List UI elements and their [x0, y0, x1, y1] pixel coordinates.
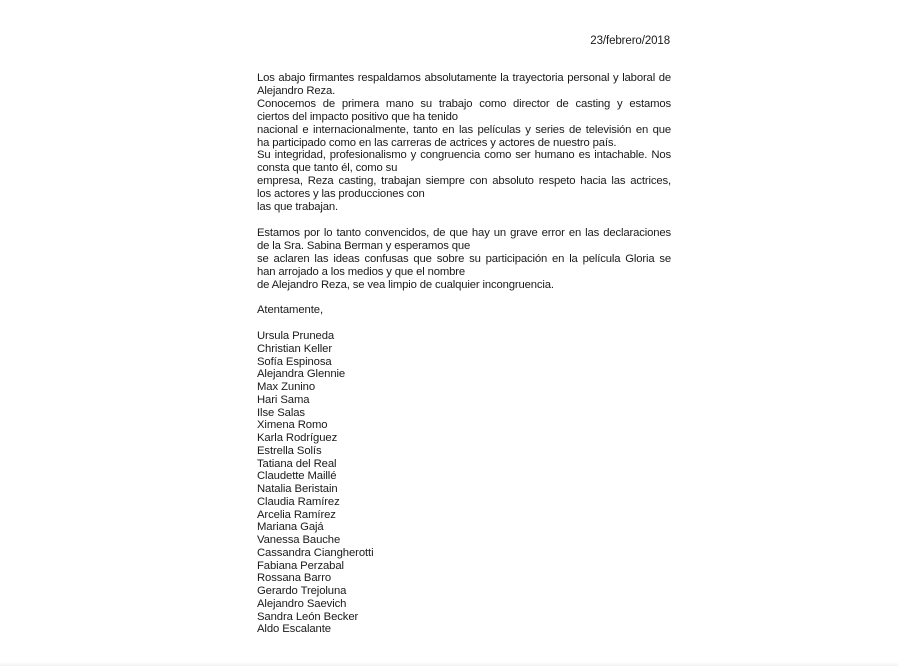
body-line: nacional e internacionalmente, tanto en las películas y series de televisión en que — [257, 123, 671, 136]
body-line: ciertos del impacto positivo que ha tenido — [257, 110, 458, 123]
signatory-name: Max Zunino — [257, 381, 316, 393]
signatory-name: Karla Rodríguez — [257, 432, 338, 444]
body-line: de la Sra. Sabina Berman y esperamos que — [257, 239, 471, 252]
paragraph-support — [257, 72, 671, 214]
signatory-name: Hari Sama — [257, 393, 310, 406]
signatory-name: Cassandra Ciangherotti — [257, 546, 374, 559]
body-line: Su integridad, profesionalismo y congruencia como ser humano es intachable. Nos — [257, 149, 671, 162]
signatory-name: Tatiana del Real — [257, 457, 337, 470]
signatory-name: Natalia Beristain — [257, 483, 338, 495]
signatory-name: Alejandra Glennie — [257, 368, 346, 381]
letter-body — [257, 72, 671, 292]
signatory-name: Arcelia Ramírez — [257, 508, 336, 521]
signatory-name: Rossana Barro — [257, 572, 332, 585]
body-line: ha participado como en las carreras de actrices y actores de nuestro país. — [257, 136, 617, 149]
body-line: Alejandro Reza. — [257, 84, 336, 97]
signatory-name: Mariana Gajá — [257, 521, 324, 534]
body-line: de Alejandro Reza, se vea limpio de cualquier incongruencia. — [257, 278, 554, 291]
body-line: Estamos por lo tanto convencidos, de que hay un grave error en las declaraciones — [257, 226, 671, 239]
signatory-name: Claudia Ramírez — [257, 495, 340, 508]
signatory-name: Alejandro Saevich — [257, 597, 347, 610]
body-line: se aclaren las ideas confusas que sobre su participación en la película Gloria se — [257, 252, 671, 265]
signatory-name: Ilse Salas — [257, 406, 305, 419]
letter-date: 23/febrero/2018 — [590, 35, 670, 47]
signatory-name: Estrella Solís — [257, 444, 322, 457]
signatory-name: Fabiana Perzabal — [257, 559, 344, 572]
signatory-name: Gerardo Trejoluna — [257, 585, 347, 597]
signatory-name: Christian Keller — [257, 342, 332, 355]
body-line: Los abajo firmantes respaldamos absolutamente la trayectoria personal y laboral de — [257, 72, 671, 84]
signatory-name: Aldo Escalante — [257, 623, 331, 636]
signatory-name: Ursula Pruneda — [257, 330, 335, 342]
signatory-name: Sandra León Becker — [257, 610, 359, 623]
paragraph-spacer — [257, 214, 671, 227]
body-line: empresa, Reza casting, trabajan siempre con absoluto respeto hacia las actrices, — [257, 175, 671, 188]
signatory-name: Vanessa Bauche — [257, 534, 341, 546]
signatory-name: Sofía Espinosa — [257, 355, 332, 368]
signatory-name: Claudette Maillé — [257, 470, 337, 483]
paragraph-declaration — [257, 227, 671, 292]
body-line: consta que tanto él, como su — [257, 162, 398, 175]
body-line: las que trabajan. — [257, 201, 338, 214]
body-line: han arrojado a los medios y que el nombre — [257, 265, 465, 278]
body-line: Conocemos de primera mano su trabajo como director de casting y estamos — [257, 97, 671, 110]
letter-closing: Atentamente, — [257, 304, 323, 316]
body-line: los actores y las producciones con — [257, 188, 425, 201]
page-bottom-edge — [0, 662, 898, 666]
signatory-name: Ximena Romo — [257, 419, 328, 432]
signatory-list — [257, 330, 373, 636]
